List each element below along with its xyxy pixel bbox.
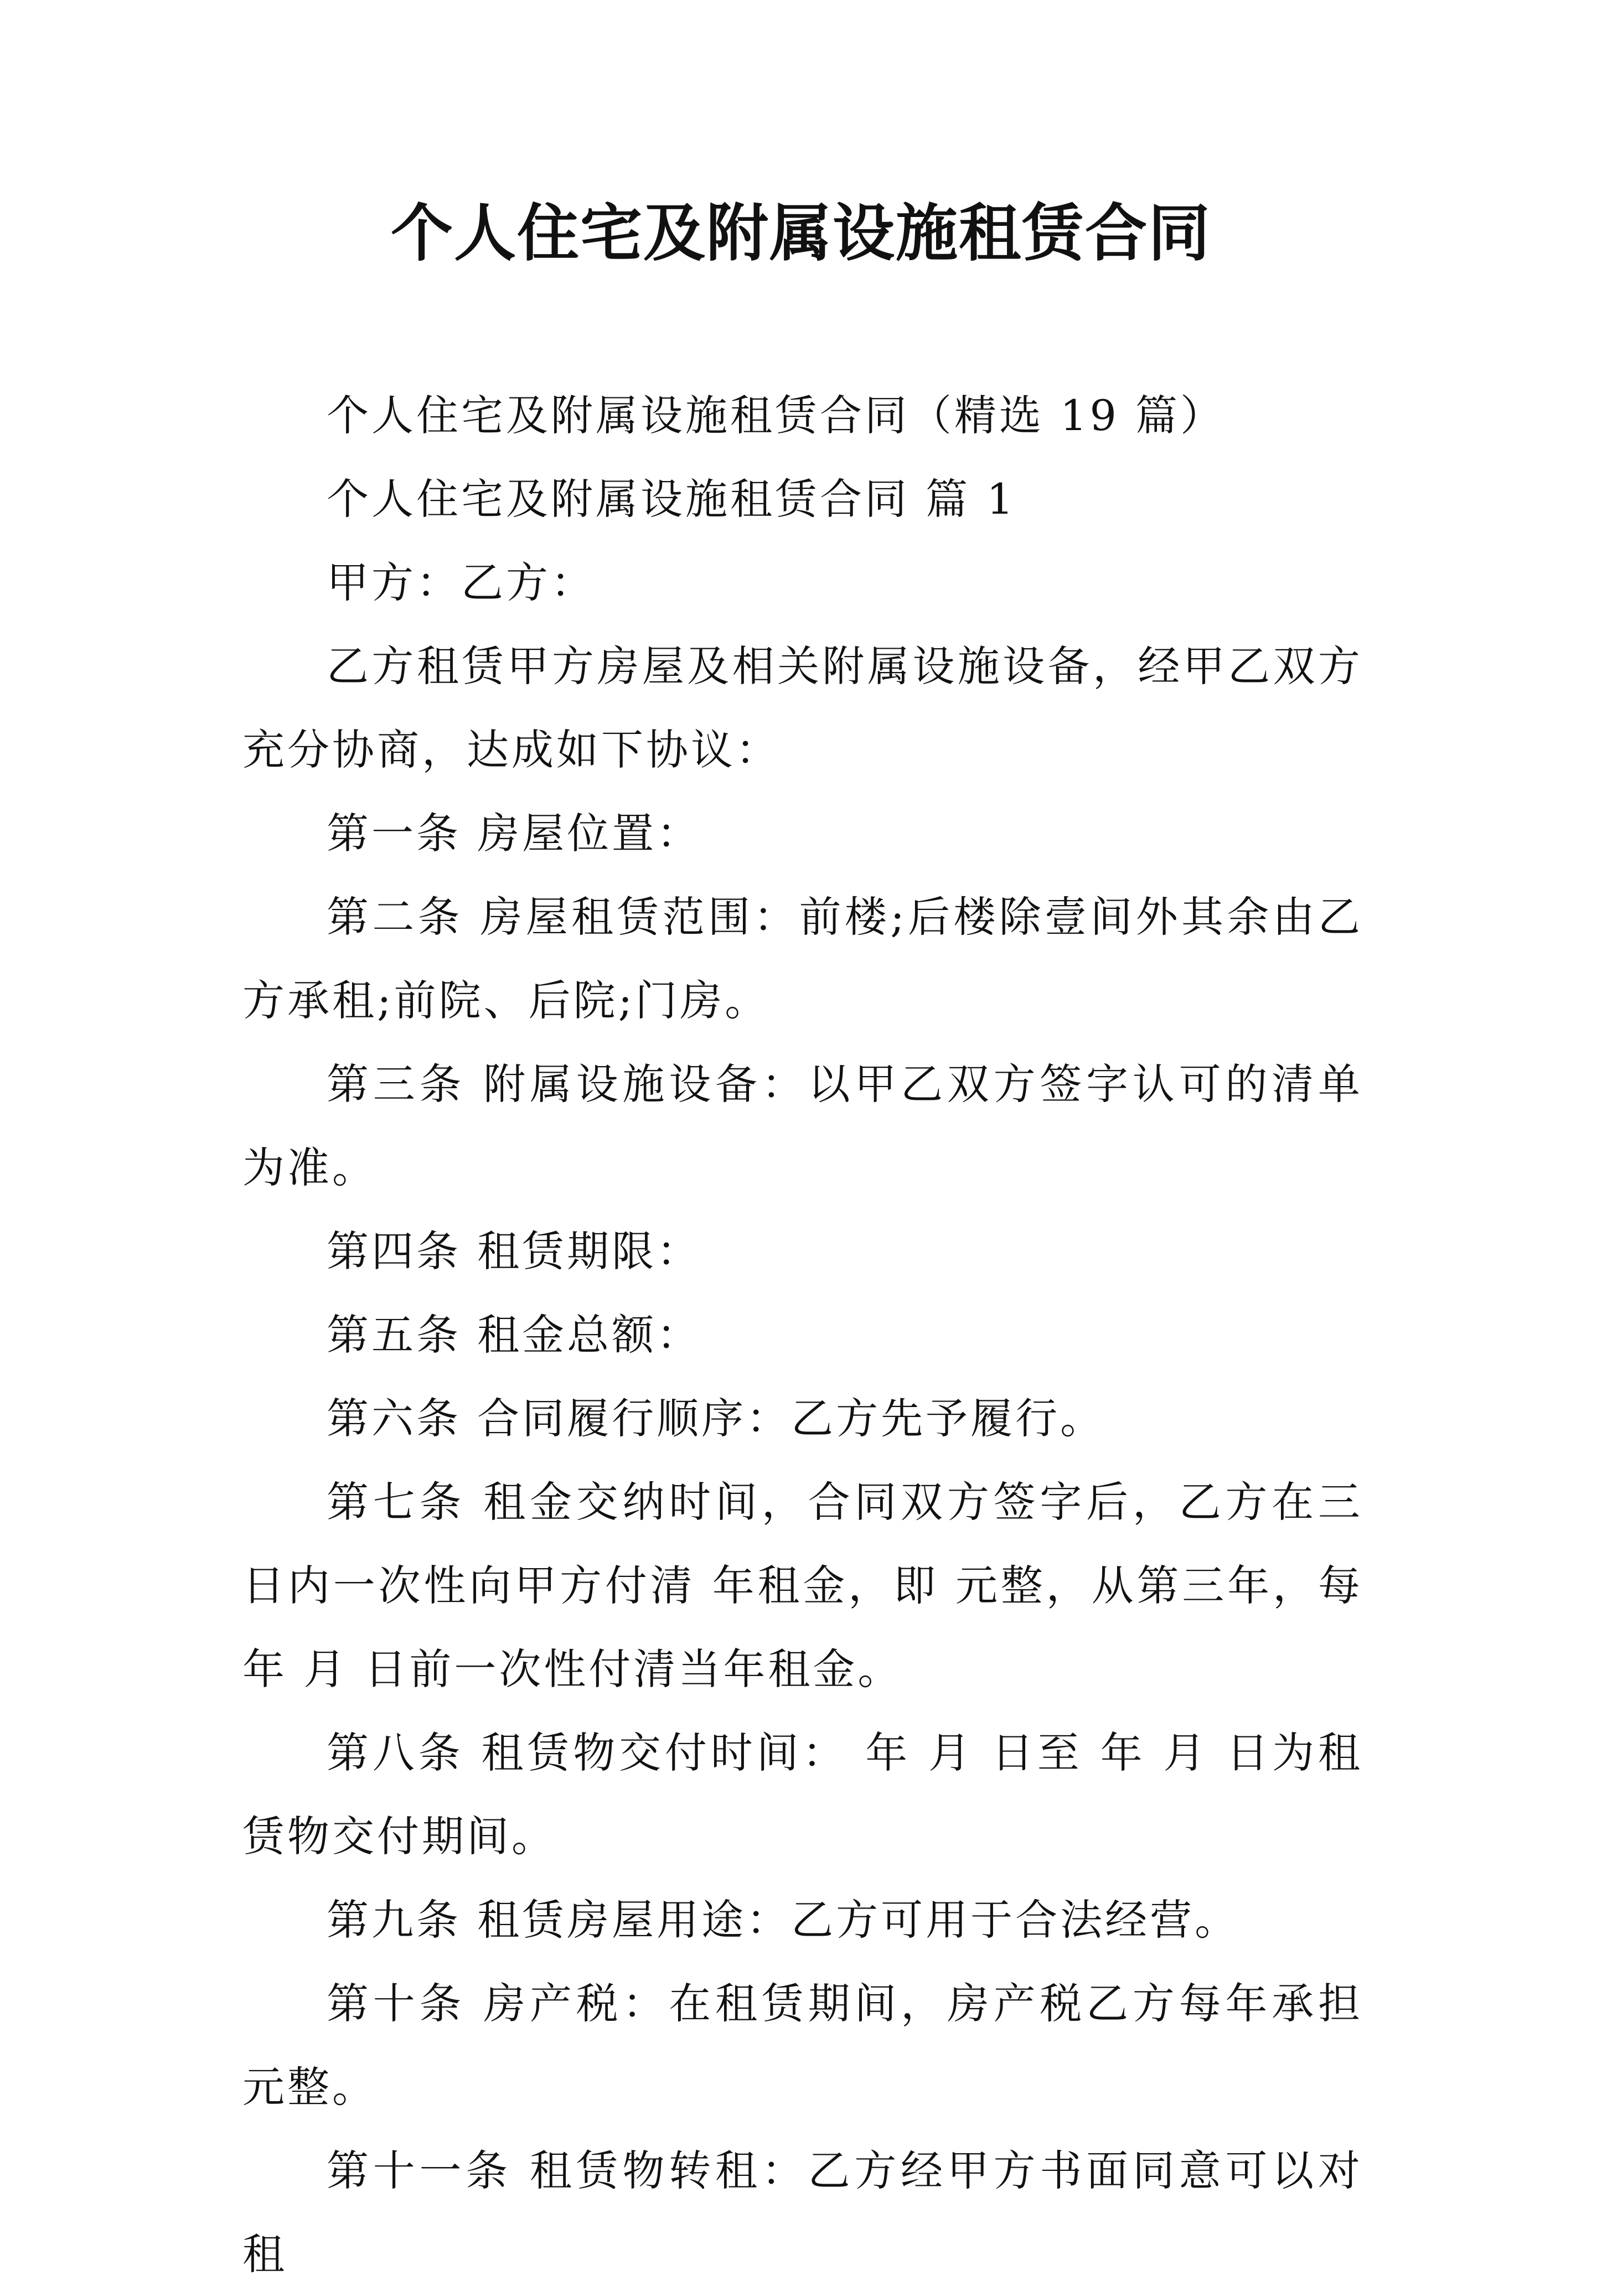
paragraph-article-2: 第二条 房屋租赁范围：前楼;后楼除壹间外其余由乙方承租;前院、后院;门房。 [242, 892, 1363, 1025]
document-title: 个人住宅及附属设施租赁合同 [391, 197, 1211, 270]
paragraph-article-7: 第七条 租金交纳时间，合同双方签字后，乙方在三日内一次性向甲方付清 年租金，即 元整，从第三年，每年 月 日前一次性付清当年租金。 [242, 1477, 1363, 1694]
paragraph-parties: 甲方：乙方： [327, 558, 596, 607]
paragraph-article-3: 第三条 附属设施设备：以甲乙双方签字认可的清单为准。 [242, 1059, 1363, 1192]
paragraph-article-8: 第八条 租赁物交付时间： 年 月 日至 年 月 日为租赁物交付期间。 [242, 1728, 1363, 1861]
paragraph-article-5: 第五条 租金总额： [327, 1310, 702, 1359]
paragraph-preamble: 乙方租赁甲方房屋及相关附属设施设备，经甲乙双方充分协商，达成如下协议： [242, 642, 1363, 774]
document-body [242, 374, 1363, 2296]
paragraph-section-heading: 个人住宅及附属设施租赁合同 篇 1 [327, 474, 1016, 524]
paragraph-article-1: 第一条 房屋位置： [327, 809, 702, 858]
paragraph-article-4: 第四条 租赁期限： [327, 1227, 702, 1276]
paragraph-article-11: 第十一条 租赁物转租：乙方经甲方书面同意可以对租 [242, 2146, 1363, 2279]
paragraph-article-10: 第十条 房产税：在租赁期间，房产税乙方每年承担 元整。 [242, 1979, 1363, 2112]
paragraph-article-6: 第六条 合同履行顺序：乙方先予履行。 [327, 1394, 1105, 1443]
paragraph-subtitle: 个人住宅及附属设施租赁合同（精选 19 篇） [327, 391, 1226, 440]
paragraph-article-9: 第九条 租赁房屋用途：乙方可用于合法经营。 [327, 1895, 1240, 1945]
